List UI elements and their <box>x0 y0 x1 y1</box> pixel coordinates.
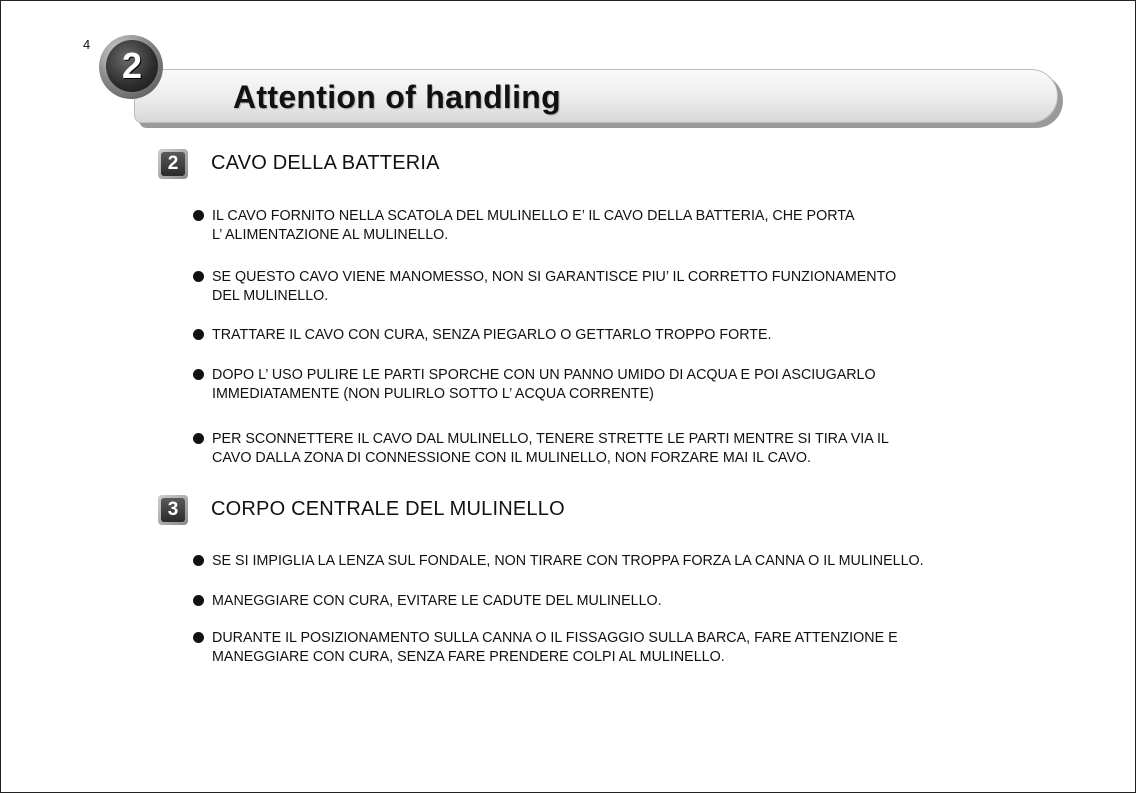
list-item <box>193 552 993 571</box>
page-title: Attention of handling <box>233 79 562 115</box>
list-item-text: MANEGGIARE CON CURA, EVITARE LE CADUTE DEL MULINELLO. <box>212 593 662 609</box>
list-item-text: SE SI IMPIGLIA LA LENZA SUL FONDALE, NON TIRARE CON TROPPA FORZA LA CANNA O IL MULINELLO. <box>212 553 924 569</box>
section-number-badge <box>158 495 188 525</box>
bullet-icon <box>193 433 204 444</box>
bullet-icon <box>193 595 204 606</box>
bullet-icon <box>193 369 204 380</box>
list-item-text: PER SCONNETTERE IL CAVO DAL MULINELLO, TENERE STRETTE LE PARTI MENTRE SI TIRA VIA IL CAVO DALLA ZONA DI CONNESSIONE CON IL MULINELLO, NON FORZARE MAI IL CAVO. <box>212 431 889 466</box>
list-item <box>193 366 993 404</box>
list-item-text: IL CAVO FORNITO NELLA SCATOLA DEL MULINELLO E’ IL CAVO DELLA BATTERIA, CHE PORTA L’ ALIMENTAZIONE AL MULINELLO. <box>212 208 855 243</box>
bullet-icon <box>193 329 204 340</box>
bullet-icon <box>193 210 204 221</box>
list-item <box>193 268 993 306</box>
list-item-text: SE QUESTO CAVO VIENE MANOMESSO, NON SI GARANTISCE PIU’ IL CORRETTO FUNZIONAMENTO DEL MULINELLO. <box>212 269 897 304</box>
list-item-text: DURANTE IL POSIZIONAMENTO SULLA CANNA O IL FISSAGGIO SULLA BARCA, FARE ATTENZIONE E MANEGGIARE CON CURA, SENZA FARE PRENDERE COLPI AL MULINELLO. <box>212 630 898 665</box>
section-number-badge <box>158 149 188 179</box>
section-title: CAVO DELLA BATTERIA <box>211 152 440 174</box>
list-item-text: DOPO L’ USO PULIRE LE PARTI SPORCHE CON UN PANNO UMIDO DI ACQUA E POI ASCIUGARLO IMMEDIATAMENTE (NON PULIRLO SOTTO L’ ACQUA CORRENTE) <box>212 367 876 402</box>
chapter-number-badge: 2 <box>106 40 158 92</box>
list-item <box>193 207 993 245</box>
page-number: 4 <box>83 37 91 52</box>
list-item <box>193 592 993 611</box>
section-number: 2 <box>161 152 185 176</box>
section-number: 3 <box>161 498 185 522</box>
bullet-icon <box>193 271 204 282</box>
list-item-text: TRATTARE IL CAVO CON CURA, SENZA PIEGARLO O GETTARLO TROPPO FORTE. <box>212 327 772 343</box>
bullet-icon <box>193 555 204 566</box>
list-item <box>193 326 993 345</box>
section-title: CORPO CENTRALE DEL MULINELLO <box>211 498 565 520</box>
bullet-icon <box>193 632 204 643</box>
list-item <box>193 629 993 667</box>
list-item <box>193 430 993 468</box>
